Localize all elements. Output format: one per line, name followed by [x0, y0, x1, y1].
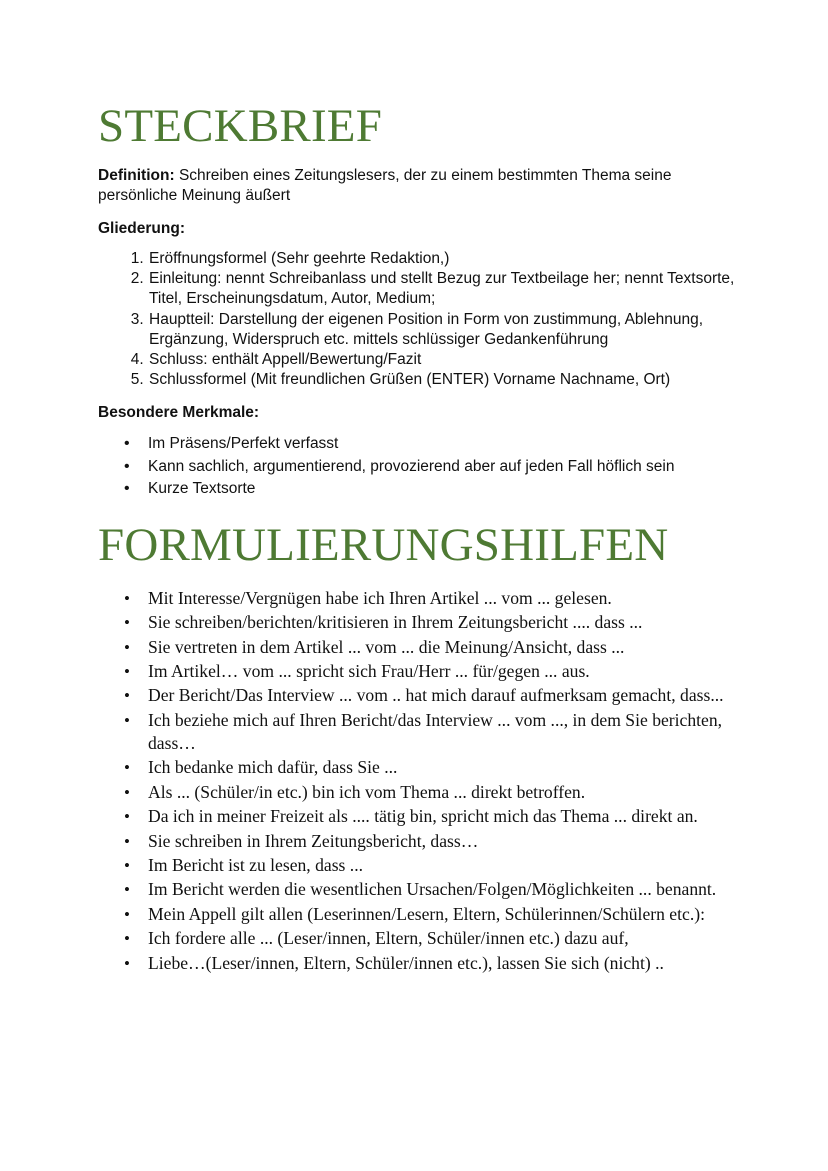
phrase-item: • Sie schreiben/berichten/kritisieren in Ihrem Zeitungsbericht .... dass ... [148, 611, 740, 634]
phrase-item: • Ich beziehe mich auf Ihren Bericht/das Interview ... vom ..., in dem Sie berichten, dass… [148, 709, 740, 755]
phrase-item: • Mein Appell gilt allen (Leserinnen/Lesern, Eltern, Schülerinnen/Schülern etc.): [148, 903, 740, 926]
phrase-item: • Sie vertreten in dem Artikel ... vom ... die Meinung/Ansicht, dass ... [148, 636, 740, 659]
document-page [98, 98, 738, 976]
outline-list [98, 249, 738, 390]
phrase-item: • Der Bericht/Das Interview ... vom .. hat mich darauf aufmerksam gemacht, dass... [148, 684, 740, 707]
definition-text: Schreiben eines Zeitungslesers, der zu einem bestimmten Thema seine persönliche Meinung äußert [98, 167, 672, 204]
phrase-item: • Im Bericht ist zu lesen, dass ... [148, 854, 740, 877]
features-item: • Kann sachlich, argumentierend, provozierend aber auf jeden Fall höflich sein [148, 456, 738, 479]
outline-item: 5. Schlussformel (Mit freundlichen Grüßen (ENTER) Vorname Nachname, Ort) [148, 370, 738, 390]
outline-item: 1. Eröffnungsformel (Sehr geehrte Redaktion,) [148, 249, 738, 269]
phrases-heading: FORMULIERUNGSHILFEN [98, 518, 669, 571]
phrase-item: • Im Artikel… vom ... spricht sich Frau/Herr ... für/gegen ... aus. [148, 660, 740, 683]
definition-label: Definition: [98, 167, 175, 184]
definition-paragraph [98, 166, 738, 206]
phrase-item: • Ich bedanke mich dafür, dass Sie ... [148, 756, 740, 779]
page-title: STECKBRIEF [98, 100, 383, 152]
features-item: • Kurze Textsorte [148, 478, 738, 501]
features-item: • Im Präsens/Perfekt verfasst [148, 433, 738, 456]
outline-heading: Gliederung: [98, 220, 185, 237]
phrase-item: • Liebe…(Leser/innen, Eltern, Schüler/innen etc.), lassen Sie sich (nicht) .. [148, 952, 740, 975]
outline-item: 2. Einleitung: nennt Schreibanlass und stellt Bezug zur Textbeilage her; nennt Textsorte, Titel, Erscheinungsdatum, Autor, Medium; [148, 269, 738, 309]
phrase-item: • Mit Interesse/Vergnügen habe ich Ihren Artikel ... vom ... gelesen. [148, 587, 740, 610]
outline-item: 4. Schluss: enthält Appell/Bewertung/Fazit [148, 350, 738, 370]
outline-item: 3. Hauptteil: Darstellung der eigenen Position in Form von zustimmung, Ablehnung, Ergänzung, Widerspruch etc. mittels schlüssiger Gedankenführung [148, 310, 738, 350]
phrase-item: • Da ich in meiner Freizeit als .... tätig bin, spricht mich das Thema ... direkt an. [148, 805, 740, 828]
features-list [98, 433, 738, 501]
phrase-item: • Sie schreiben in Ihrem Zeitungsbericht, dass… [148, 830, 740, 853]
phrase-item: • Als ... (Schüler/in etc.) bin ich vom Thema ... direkt betroffen. [148, 781, 740, 804]
phrase-item: • Ich fordere alle ... (Leser/innen, Eltern, Schüler/innen etc.) dazu auf, [148, 927, 740, 950]
phrase-item: • Im Bericht werden die wesentlichen Ursachen/Folgen/Möglichkeiten ... benannt. [148, 878, 740, 901]
phrases-list [98, 587, 740, 975]
features-heading: Besondere Merkmale: [98, 404, 260, 422]
